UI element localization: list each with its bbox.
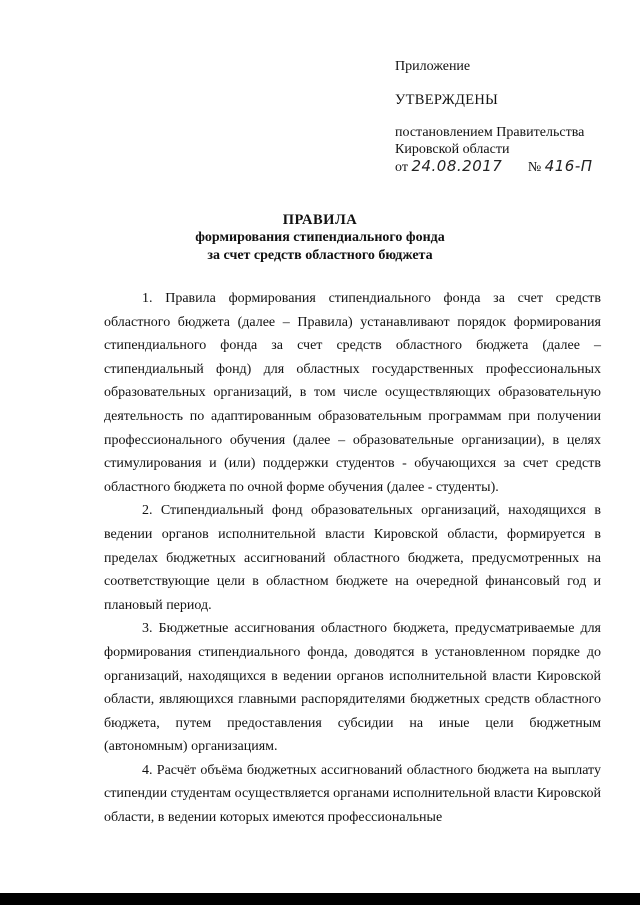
paragraph-3: 3. Бюджетные ассигнования областного бюджета, предусматриваемые для формирования стипендиального фонда, доводятся в установленном порядке до организаций, находящихся в ведении органов исполнительной власти Кировской области, являющихся главными распорядителями бюджетных средств областного бюджета, путем предоставления субсидии на иные цели бюджетным (автономным) организациям. bbox=[104, 621, 601, 755]
title-line-3: за счет средств областного бюджета bbox=[207, 248, 433, 263]
number-label: № bbox=[527, 160, 542, 175]
paragraph-4: 4. Расчёт объёма бюджетных ассигнований областного бюджета на выплату стипендии студентам осуществляется органами исполнительной власти Кировской области, в ведении которых имеются профессиональные bbox=[104, 762, 601, 826]
document-title bbox=[0, 211, 640, 265]
decree-line-1: постановлением Правительства bbox=[395, 125, 585, 140]
decree-date-row bbox=[395, 158, 625, 176]
appendix-label: Приложение bbox=[395, 59, 471, 74]
approval-stamp-block bbox=[395, 58, 625, 176]
paragraph-2: 2. Стипендиальный фонд образовательных организаций, находящихся в ведении органов исполнительной власти Кировской области, формируется в пределах бюджетных ассигнований областного бюджета, предусмотренных на соответствующие цели в областном бюджете на очередной финансовый год и плановый период. bbox=[104, 503, 601, 613]
approved-label: УТВЕРЖДЕНЫ bbox=[395, 92, 499, 108]
paragraph-1: 1. Правила формирования стипендиального фонда за счет средств областного бюджета (далее – Правила) устанавливают порядок формирования стипендиального фонда за счет средств областного бюджета (далее – стипендиальный фонд) для областных государственных профессиональных образовательных организаций, в том числе осуществляющих образовательную деятельность по адаптированным образовательным программам при получении профессионального обучения (далее – образовательные организации), в целях стимулирования и (или) поддержки студентов - обучающихся за счет средств областного бюджета по очной форме обучения (далее - студенты). bbox=[104, 291, 601, 495]
date-prefix: от bbox=[395, 160, 408, 175]
document-body bbox=[104, 287, 601, 830]
title-line-2: формирования стипендиального фонда bbox=[195, 230, 445, 245]
title-main: ПРАВИЛА bbox=[282, 212, 358, 228]
decree-line-2: Кировской области bbox=[395, 142, 510, 157]
decree-number: 416-П bbox=[544, 157, 593, 175]
scan-bottom-edge bbox=[0, 893, 640, 905]
decree-date: 24.08.2017 bbox=[411, 157, 503, 175]
